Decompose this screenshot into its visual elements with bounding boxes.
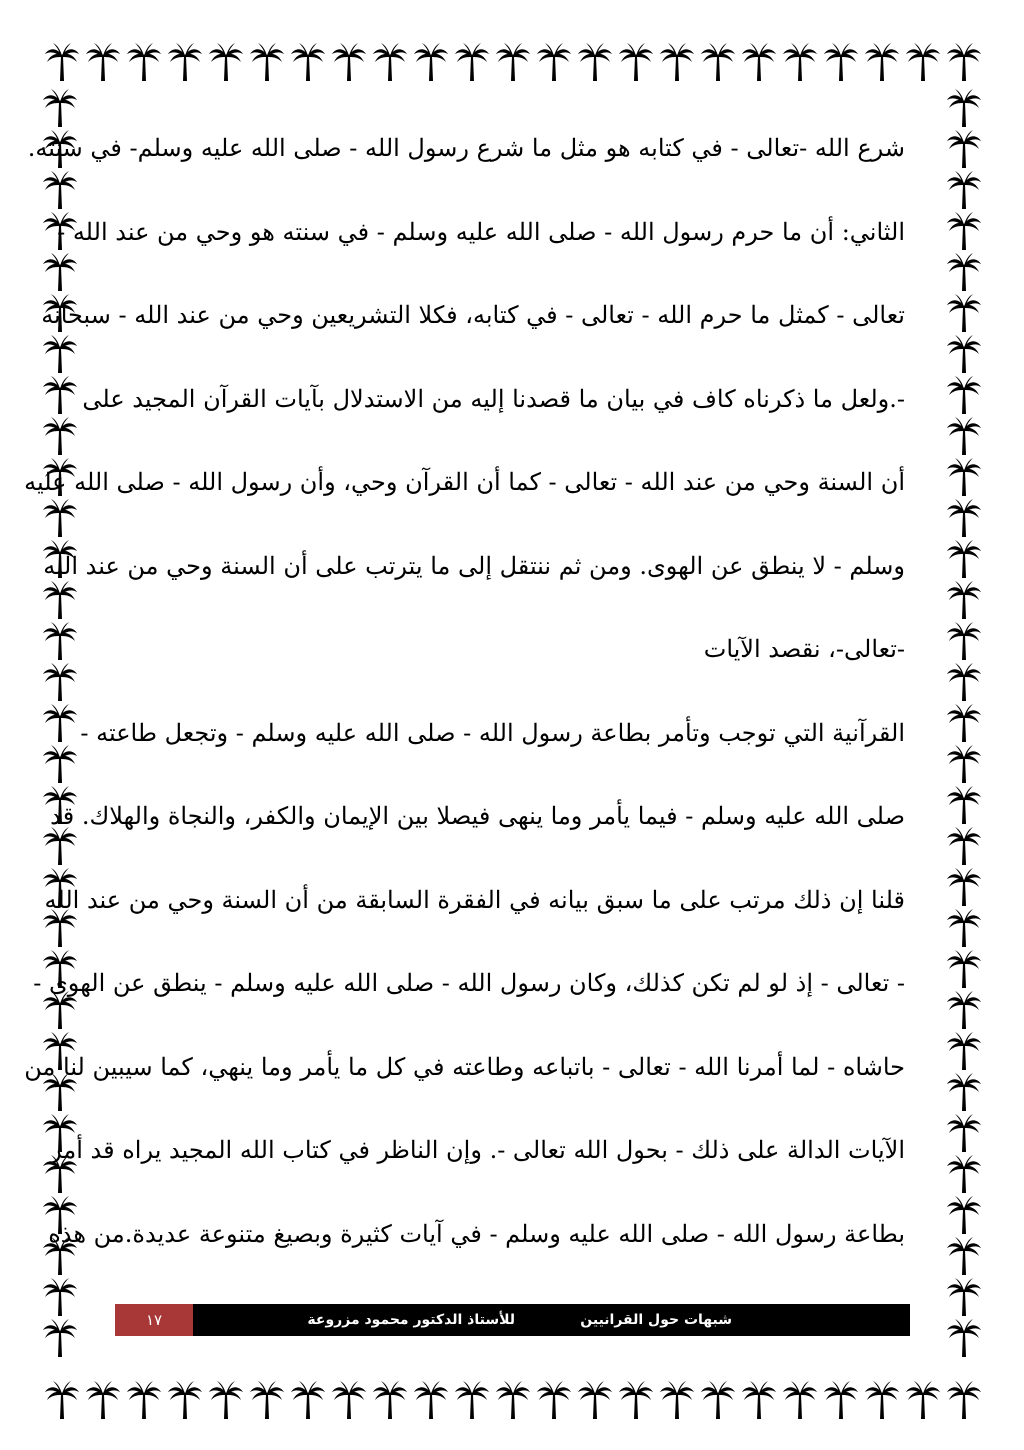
palm-tree-icon (946, 1031, 982, 1071)
palm-tree-icon (946, 1277, 982, 1317)
palm-tree-icon (167, 1380, 203, 1420)
text-line: أن السنة وحي من عند الله - تعالى - كما أن القرآن وحي، وأن رسول الله - صلى الله عليه (24, 468, 905, 496)
palm-tree-icon (42, 1318, 78, 1358)
palm-tree-icon (946, 293, 982, 333)
palm-tree-icon (372, 42, 408, 82)
palm-tree-icon (659, 42, 695, 82)
palm-tree-icon (946, 170, 982, 210)
palm-tree-icon (946, 785, 982, 825)
text-line: القرآنية التي توجب وتأمر بطاعة رسول الله - صلى الله عليه وسلم - وتجعل طاعته - (80, 718, 905, 747)
palm-tree-icon (208, 1380, 244, 1420)
palm-tree-icon (946, 744, 982, 784)
palm-tree-icon (126, 1380, 162, 1420)
text-line: الآيات الدالة على ذلك - بحول الله تعالى -. وإن الناظر في كتاب الله المجيد يراه قد أمر (50, 1136, 905, 1164)
palm-tree-icon (946, 867, 982, 907)
palm-tree-icon (823, 1380, 859, 1420)
palm-tree-icon (659, 1380, 695, 1420)
palm-tree-icon (946, 457, 982, 497)
palm-tree-icon (946, 1318, 982, 1358)
palm-tree-icon (42, 703, 78, 743)
right-palm-border (934, 0, 1024, 1450)
palm-tree-icon (208, 42, 244, 82)
text-line: الثاني: أن ما حرم رسول الله - صلى الله عليه وسلم - في سنته هو وحي من عند الله - (57, 217, 905, 246)
palm-tree-icon (946, 416, 982, 456)
text-line: بطاعة رسول الله - صلى الله عليه وسلم - في آيات كثيرة وبصيغ متنوعة عديدة.من هذه (48, 1219, 905, 1248)
palm-tree-icon (577, 42, 613, 82)
palm-tree-icon (290, 1380, 326, 1420)
text-line: صلى الله عليه وسلم - فيما يأمر وما ينهى فيصلا بين الإيمان والكفر، والنجاة والهلاك. قد (50, 802, 905, 830)
palm-tree-icon (946, 129, 982, 169)
palm-tree-icon (42, 621, 78, 661)
palm-tree-icon (454, 42, 490, 82)
palm-tree-icon (946, 949, 982, 989)
palm-tree-icon (42, 662, 78, 702)
palm-tree-icon (946, 662, 982, 702)
palm-tree-icon (782, 1380, 818, 1420)
bottom-palm-border (0, 1360, 1024, 1450)
palm-tree-icon (946, 1236, 982, 1276)
text-line: - تعالى - إذ لو لم تكن كذلك، وكان رسول الله - صلى الله عليه وسلم - ينطق عن الهوى - (33, 969, 905, 997)
palm-tree-icon (249, 1380, 285, 1420)
text-line: وسلم - لا ينطق عن الهوى. ومن ثم ننتقل إلى ما يترتب على أن السنة وحي من عند الله (43, 551, 905, 580)
text-line: تعالى - كمثل ما حرم الله - تعالى - في كتابه، فكلا التشريعين وحي من عند الله - سبحانه (41, 301, 905, 329)
text-line: حاشاه - لما أمرنا الله - تعالى - باتباعه وطاعته في كل ما يأمر وما ينهي، كما سيبين لنا من (24, 1052, 905, 1081)
text-line: -.ولعل ما ذكرناه كاف في بيان ما قصدنا إليه من الاستدلال بآيات القرآن المجيد على (82, 384, 905, 413)
palm-tree-icon (864, 1380, 900, 1420)
footer-book-title: شبهات حول القرانيين (580, 1312, 732, 1328)
palm-tree-icon (42, 744, 78, 784)
palm-tree-icon (495, 42, 531, 82)
palm-tree-icon (331, 1380, 367, 1420)
palm-tree-icon (700, 42, 736, 82)
palm-tree-icon (495, 1380, 531, 1420)
palm-tree-icon (946, 1154, 982, 1194)
palm-tree-icon (167, 42, 203, 82)
palm-tree-icon (85, 1380, 121, 1420)
palm-tree-icon (782, 42, 818, 82)
palm-tree-icon (126, 42, 162, 82)
palm-tree-icon (700, 1380, 736, 1420)
palm-tree-icon (741, 1380, 777, 1420)
page-footer (115, 1304, 910, 1336)
palm-tree-icon (42, 416, 78, 456)
body-text (24, 118, 905, 1287)
palm-tree-icon (372, 1380, 408, 1420)
palm-tree-icon (946, 621, 982, 661)
palm-tree-icon (413, 42, 449, 82)
palm-tree-icon (946, 252, 982, 292)
footer-author: للأستاذ الدكتور محمود مزروعة (307, 1312, 515, 1328)
palm-tree-icon (946, 539, 982, 579)
text-line: قلنا إن ذلك مرتب على ما سبق بيانه في الفقرة السابقة من أن السنة وحي من عند الله (44, 885, 905, 914)
top-palm-border (0, 0, 1024, 90)
palm-tree-icon (413, 1380, 449, 1420)
palm-tree-icon (946, 334, 982, 374)
palm-tree-icon (290, 42, 326, 82)
palm-tree-icon (536, 42, 572, 82)
palm-tree-icon (864, 42, 900, 82)
palm-tree-icon (946, 990, 982, 1030)
palm-tree-icon (946, 375, 982, 415)
palm-tree-icon (946, 88, 982, 128)
palm-tree-icon (946, 211, 982, 251)
palm-tree-icon (618, 42, 654, 82)
palm-tree-icon (946, 1113, 982, 1153)
page-number: ١٧ (115, 1304, 193, 1336)
palm-tree-icon (946, 1072, 982, 1112)
palm-tree-icon (577, 1380, 613, 1420)
palm-tree-icon (331, 42, 367, 82)
text-line: شرع الله -تعالى - في كتابه هو مثل ما شرع رسول الله - صلى الله عليه وسلم- في سنته. (27, 134, 905, 162)
palm-tree-icon (454, 1380, 490, 1420)
palm-tree-icon (823, 42, 859, 82)
palm-tree-icon (42, 1277, 78, 1317)
palm-tree-icon (946, 908, 982, 948)
palm-tree-icon (42, 375, 78, 415)
palm-tree-icon (946, 826, 982, 866)
palm-tree-icon (946, 580, 982, 620)
palm-tree-icon (741, 42, 777, 82)
palm-tree-icon (249, 42, 285, 82)
palm-tree-icon (618, 1380, 654, 1420)
palm-tree-icon (536, 1380, 572, 1420)
text-line: -تعالى-، نقصد الآيات (703, 635, 905, 663)
palm-tree-icon (85, 42, 121, 82)
palm-tree-icon (946, 498, 982, 538)
palm-tree-icon (946, 703, 982, 743)
palm-tree-icon (946, 1195, 982, 1235)
